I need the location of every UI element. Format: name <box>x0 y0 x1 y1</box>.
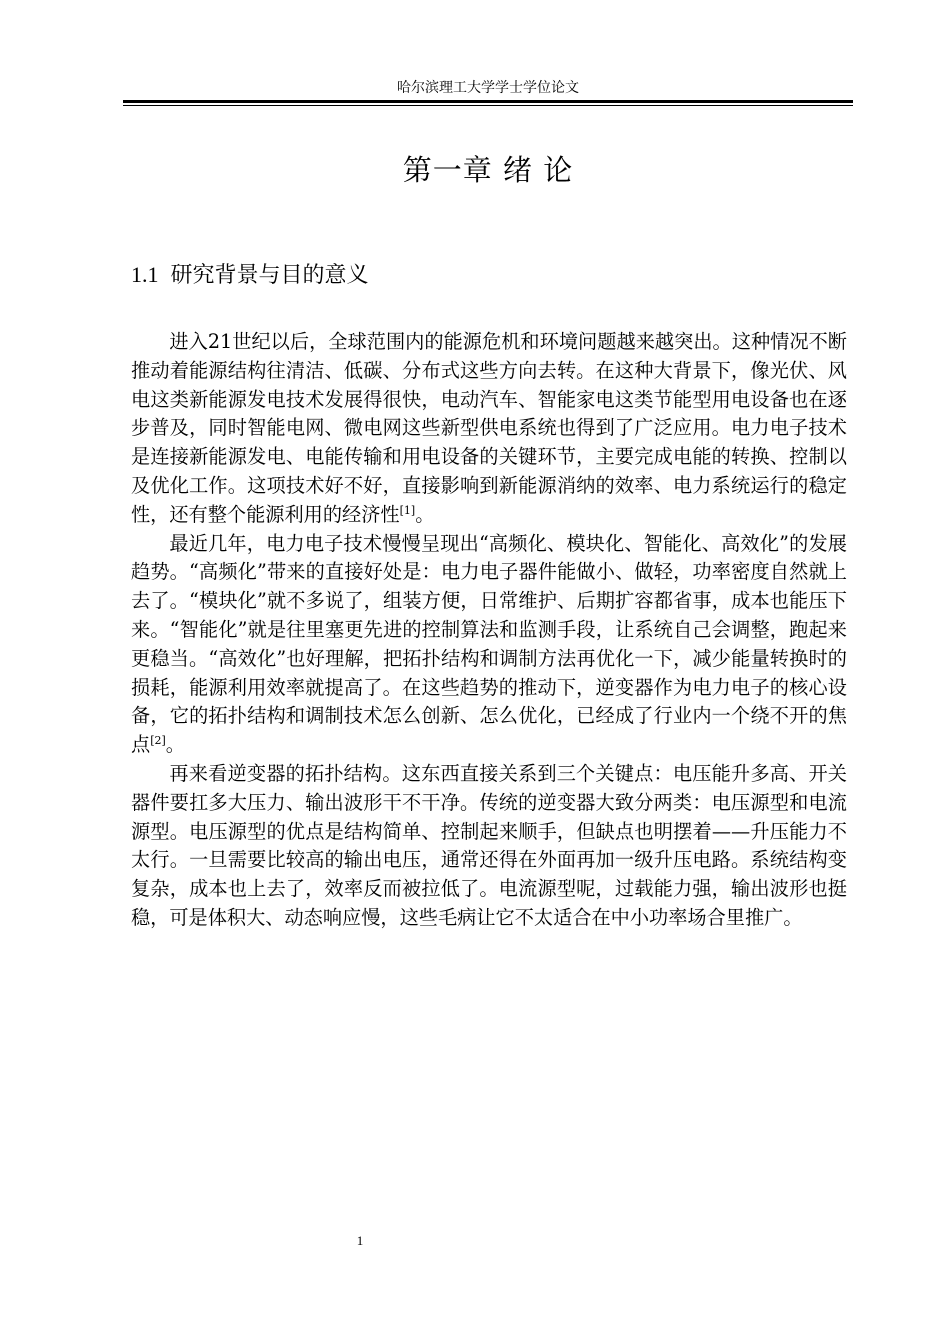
running-header: 哈尔滨理工大学学士学位论文 <box>397 80 579 96</box>
body-text <box>131 328 847 933</box>
paragraph-end: 。 <box>415 502 435 526</box>
citation: [1] <box>399 503 416 517</box>
section-title: 研究背景与目的意义 <box>170 263 369 288</box>
header-rule-thick <box>123 100 853 103</box>
paragraph-text: 再来看逆变器的拓扑结构。这东西直接关系到三个关键点：电压能升多高、开关器件要扛多大压力、输出波形干不干净。传统的逆变器大致分两类：电压源型和电流源型。电压源型的优点是结构简单、控制起来顺手，但缺点也明摆着——升压能力不太行。一旦需要比较高的输出电压，通常还得在外面再加一级升压电路。系统结构变复杂，成本也上去了，效率反而被拉低了。电流源型呢，过载能力强，输出波形也挺稳，可是体积大、动态响应慢，这些毛病让它不太适合在中小功率场合里推广。 <box>131 761 847 929</box>
chapter-title: 第一章 绪 论 <box>402 153 574 187</box>
paragraph <box>131 760 847 933</box>
section-number: 1.1 <box>131 262 159 287</box>
section-heading <box>131 259 369 292</box>
paragraph <box>131 530 847 760</box>
citation: [2] <box>150 734 166 748</box>
paragraph-text: 最近几年，电力电子技术慢慢呈现出“高频化、模块化、智能化、高效化”的发展趋势。“高频化”带来的直接好处是：电力电子器件能做小、做轻，功率密度自然就上去了。“模块化”就不多说了，组装方便，日常维护、后期扩容都省事，成本也能压下来。“智能化”就是往里塞更先进的控制算法和监测手段，让系统自己会调整，跑起来更稳当。“高效化”也好理解，把拓扑结构和调制方法再优化一下，减少能量转换时的损耗，能源利用效率就提高了。在这些趋势的推动下，逆变器作为电力电子的核心设备，它的拓扑结构和调制技术怎么创新、怎么优化，已经成了行业内一个绕不开的焦点 <box>131 531 847 757</box>
header-rule-thin <box>123 105 853 106</box>
paragraph-end: 。 <box>165 733 185 757</box>
paragraph <box>131 328 847 530</box>
paragraph-text: 进入21世纪以后，全球范围内的能源危机和环境问题越来越突出。这种情况不断推动着能源结构往清洁、低碳、分布式这些方向去转。在这种大背景下，像光伏、风电这类新能源发电技术发展得很快，电动汽车、智能家电这类节能型用电设备也在逐步普及，同时智能电网、微电网这些新型供电系统也得到了广泛应用。电力电子技术是连接新能源发电、电能传输和用电设备的关键环节，主要完成电能的转换、控制以及优化工作。这项技术好不好，直接影响到新能源消纳的效率、电力系统运行的稳定性，还有整个能源利用的经济性 <box>131 330 847 526</box>
page-number: 1 <box>356 1233 364 1248</box>
